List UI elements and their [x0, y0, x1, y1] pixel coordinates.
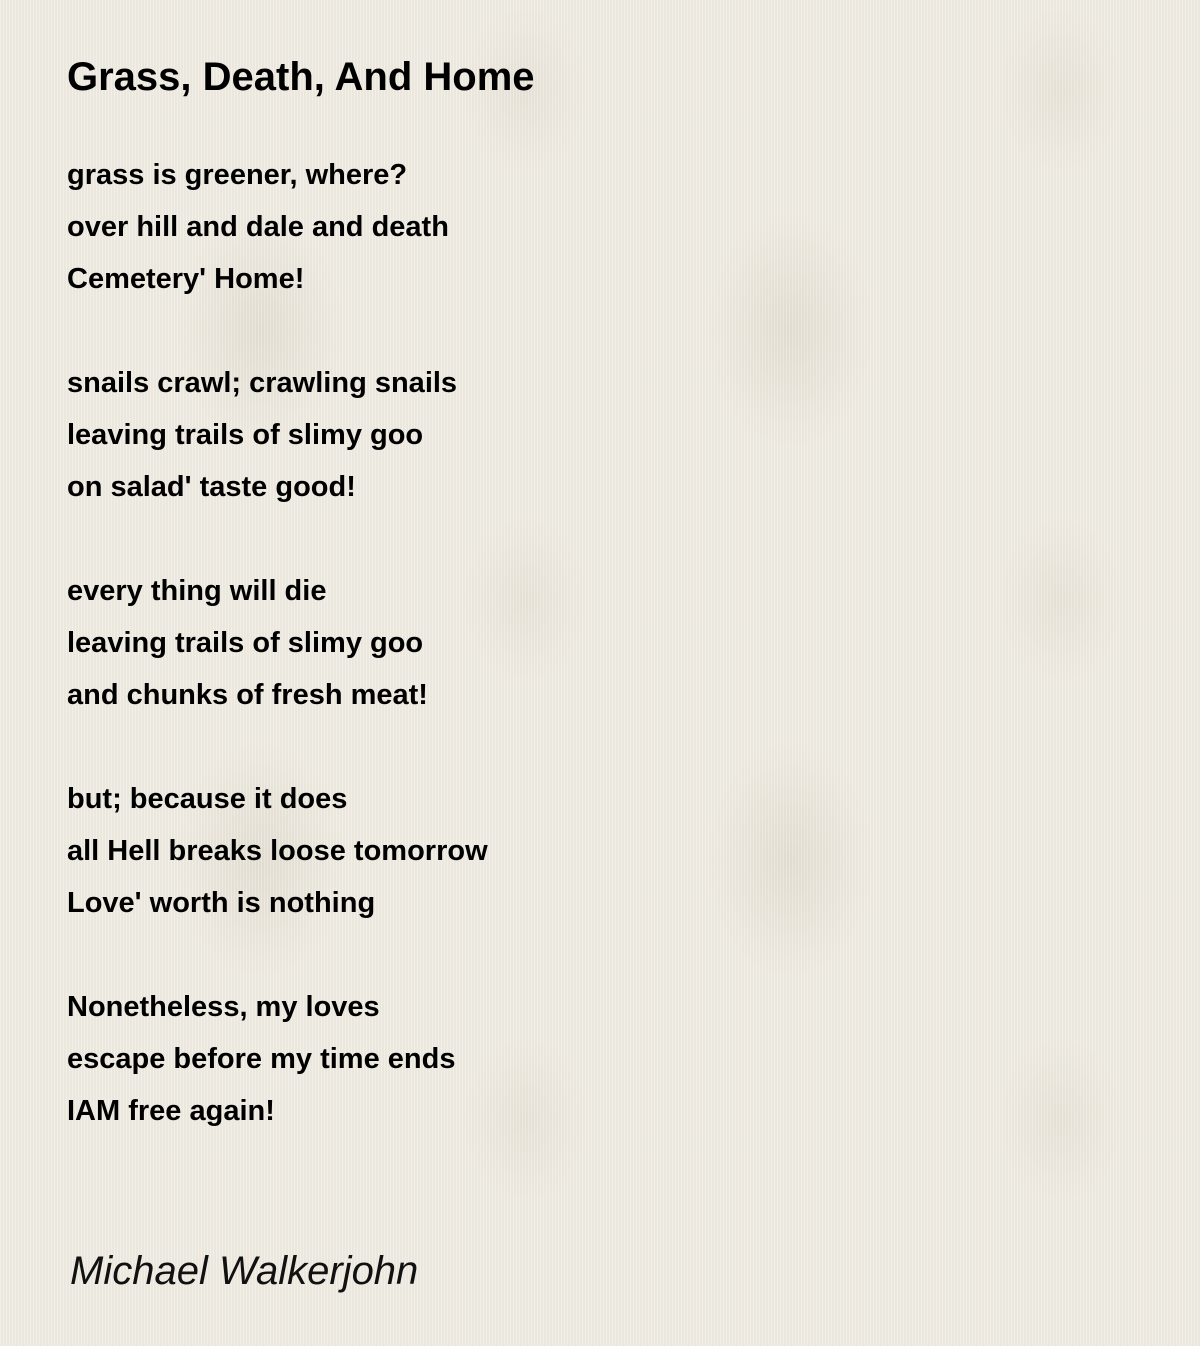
poem-line: and chunks of fresh meat! — [67, 679, 428, 711]
poem-line: every thing will die — [67, 575, 327, 607]
poem-line: but; because it does — [67, 783, 348, 815]
poem-line: Cemetery' Home! — [67, 263, 305, 295]
stanza — [67, 773, 967, 929]
author-name: Michael Walkerjohn — [70, 1249, 419, 1293]
poem-line: on salad' taste good! — [67, 471, 356, 503]
poem-line: IAM free again! — [67, 1095, 275, 1127]
poem-line: grass is greener, where? — [67, 159, 408, 191]
stanza — [67, 357, 967, 513]
poem-line: Love' worth is nothing — [67, 887, 376, 919]
poem-line: over hill and dale and death — [67, 211, 449, 243]
poem-line: snails crawl; crawling snails — [67, 367, 458, 399]
poem-line: leaving trails of slimy goo — [67, 419, 424, 451]
stanza — [67, 981, 967, 1137]
poem-title: Grass, Death, And Home — [67, 55, 535, 99]
stanza — [67, 565, 967, 721]
poem-line: Nonetheless, my loves — [67, 991, 380, 1023]
poem-line: escape before my time ends — [67, 1043, 456, 1075]
poem-body — [67, 149, 967, 1189]
stanza — [67, 149, 967, 305]
poem-line: leaving trails of slimy goo — [67, 627, 424, 659]
poem-line: all Hell breaks loose tomorrow — [67, 835, 488, 867]
